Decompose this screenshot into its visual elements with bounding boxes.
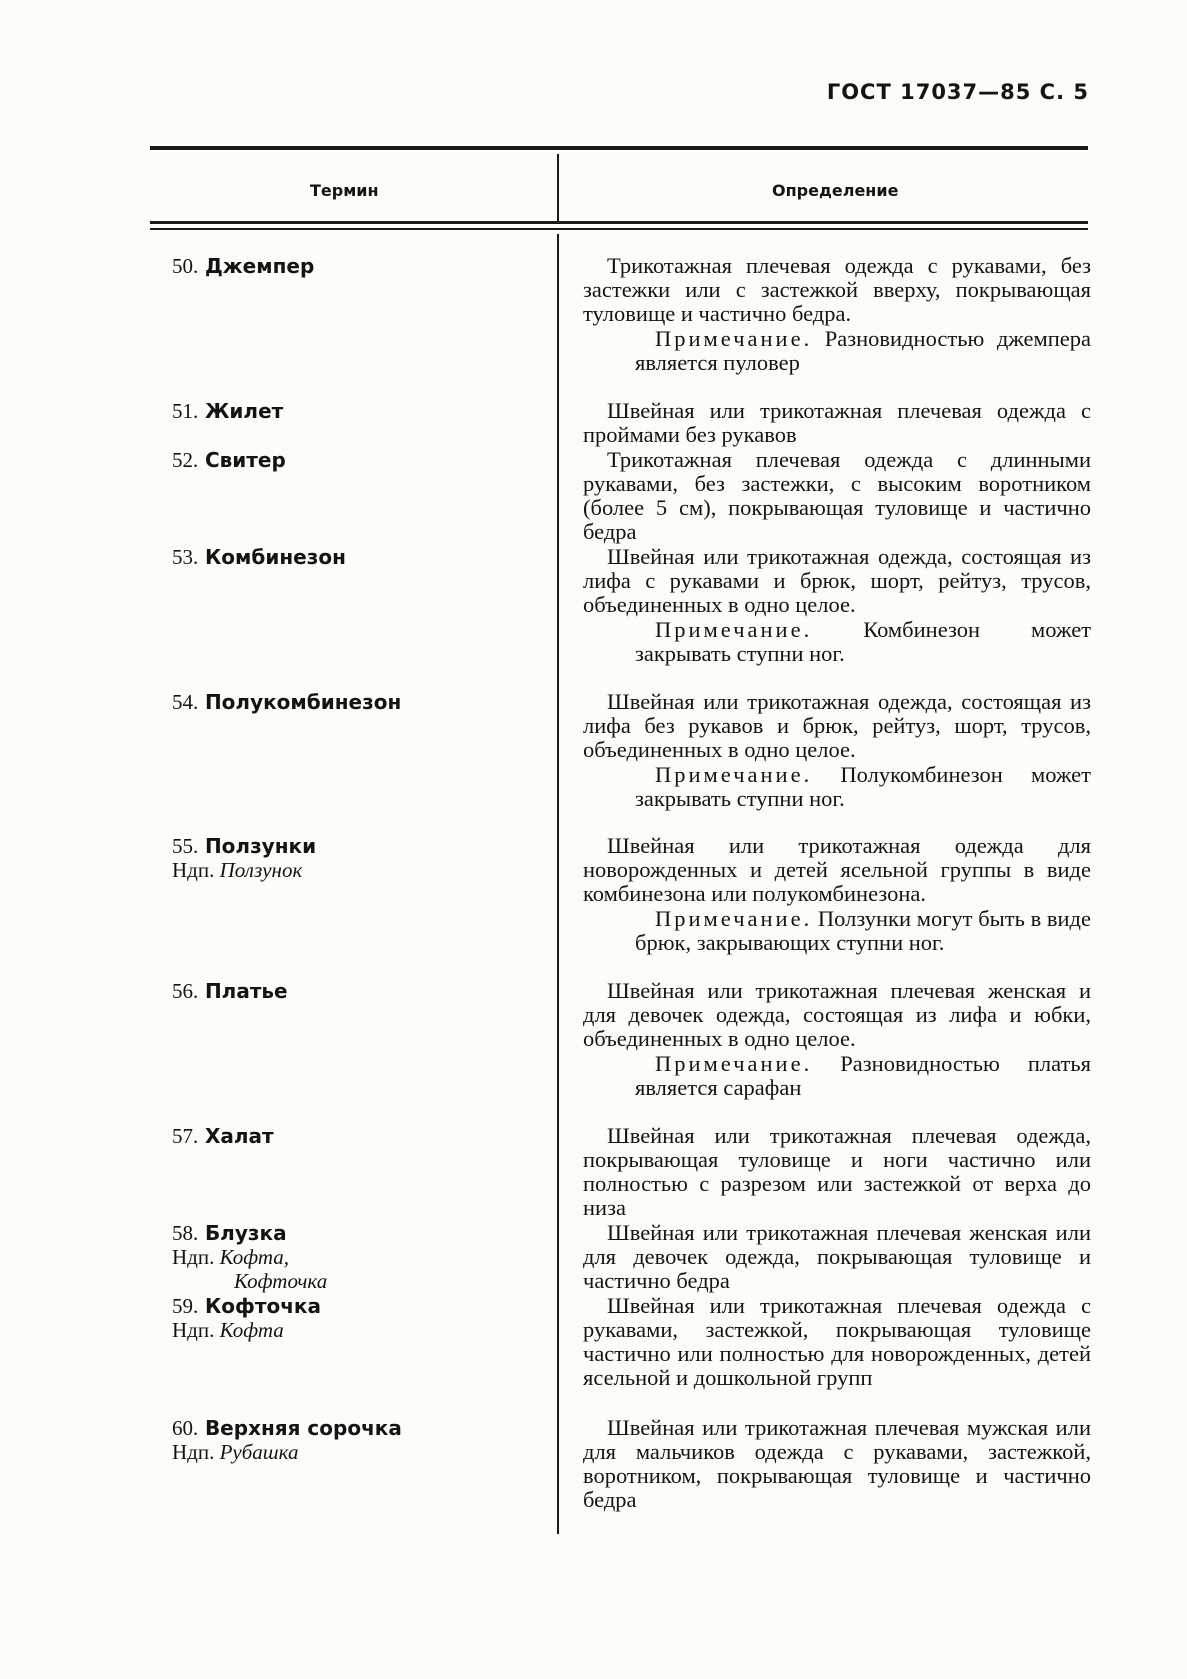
note-text: Полукомбинезон может закрывать ступни ног. [635, 762, 1091, 811]
term-name: Халат [204, 1124, 274, 1148]
definition-note [635, 327, 1091, 375]
definition-cell [583, 448, 1091, 544]
term-cell [172, 448, 552, 472]
term-cell [172, 834, 552, 882]
column-header-term: Термин [310, 181, 379, 200]
term-name: Джемпер [204, 254, 315, 278]
definition-note [635, 907, 1091, 955]
definition-cell [583, 690, 1091, 811]
header-bottom-rule [150, 221, 1088, 224]
term-number: 52. [172, 448, 199, 472]
page-header: ГОСТ 17037—85 С. 5 [826, 80, 1089, 104]
term-name: Кофточка [204, 1294, 322, 1318]
term-cell [172, 1221, 552, 1293]
column-header-definition: Определение [772, 181, 899, 200]
term-name: Блузка [204, 1221, 287, 1245]
ndp-term: Ползунок [219, 858, 303, 882]
definition-text: Швейная или трикотажная одежда, состоящая из лифа без рукавов и брюк, рейтуз, шорт, трусов, объединенных в одно целое. [583, 689, 1091, 762]
definition-text: Швейная или трикотажная одежда для новорожденных и детей ясельной группы в виде комбинезона или полукомбинезона. [583, 833, 1091, 906]
term-number: 56. [172, 979, 199, 1003]
definition-text: Швейная или трикотажная плечевая одежда с проймами без рукавов [583, 398, 1091, 447]
definition-text: Трикотажная плечевая одежда с рукавами, без застежки или с застежкой вверху, покрывающая туловище и частично бедра. [583, 253, 1091, 326]
ndp-prefix: Ндп. [172, 1440, 215, 1464]
definition-text: Швейная или трикотажная плечевая женская или для девочек одежда, покрывающая туловище и частично бедра [583, 1220, 1091, 1293]
term-cell [172, 399, 552, 423]
definition-text: Швейная или трикотажная плечевая мужская или для мальчиков одежда с рукавами, застежкой, воротником, покрывающая туловище и частично бедра [583, 1415, 1091, 1512]
term-name: Комбинезон [204, 545, 346, 569]
ndp-prefix: Ндп. [172, 858, 215, 882]
ndp-term: Рубашка [219, 1440, 299, 1464]
definition-cell [583, 1221, 1091, 1293]
term-cell [172, 254, 552, 278]
table-top-rule [150, 146, 1088, 150]
definition-text: Швейная или трикотажная плечевая одежда, покрывающая туловище и ноги частично или полностью с разрезом или застежкой от верха до низа [583, 1123, 1091, 1220]
term-cell [172, 1416, 552, 1464]
definition-note [635, 1052, 1091, 1100]
header-column-divider [557, 154, 559, 222]
term-number: 51. [172, 399, 199, 423]
term-name: Верхняя сорочка [204, 1416, 402, 1440]
term-number: 60. [172, 1416, 199, 1440]
term-cell [172, 690, 552, 714]
ndp-term: Кофточка [234, 1269, 328, 1293]
ndp-line [172, 1318, 552, 1342]
definition-note [635, 618, 1091, 666]
term-number: 58. [172, 1221, 199, 1245]
note-label: Примечание. [655, 762, 813, 787]
definition-text: Швейная или трикотажная одежда, состоящая из лифа с рукавами и брюк, шорт, рейтуз, трусов, объединенных в одно целое. [583, 544, 1091, 617]
note-label: Примечание. [655, 906, 813, 931]
definition-cell [583, 545, 1091, 666]
note-text: Ползунки могут быть в виде брюк, закрывающих ступни ног. [635, 906, 1091, 955]
definition-note [635, 763, 1091, 811]
ndp-term: Кофта [219, 1318, 284, 1342]
term-number: 54. [172, 690, 199, 714]
definition-cell [583, 1294, 1091, 1390]
term-number: 59. [172, 1294, 199, 1318]
term-number: 55. [172, 834, 199, 858]
ndp-line [172, 1245, 552, 1269]
definition-cell [583, 1416, 1091, 1512]
term-name: Полукомбинезон [204, 690, 402, 714]
definition-text: Швейная или трикотажная плечевая женская и для девочек одежда, состоящая из лифа и юбки, объединенных в одно целое. [583, 978, 1091, 1051]
header-bottom-rule-double [150, 228, 1088, 230]
definition-cell [583, 399, 1091, 447]
ndp-term: Кофта, [219, 1245, 290, 1269]
note-label: Примечание. [655, 617, 813, 642]
term-cell [172, 1294, 552, 1342]
term-cell [172, 545, 552, 569]
term-name: Платье [204, 979, 288, 1003]
definition-cell [583, 834, 1091, 955]
note-label: Примечание. [655, 326, 813, 351]
term-name: Ползунки [204, 834, 317, 858]
definition-cell [583, 1124, 1091, 1220]
definition-text: Швейная или трикотажная плечевая одежда с рукавами, застежкой, покрывающая туловище частично или полностью для новорожденных, детей ясельной и дошкольной групп [583, 1293, 1091, 1390]
note-text: Разновидностью джемпера является пуловер [635, 326, 1092, 375]
term-cell [172, 979, 552, 1003]
term-name: Жилет [204, 399, 284, 423]
term-number: 53. [172, 545, 199, 569]
term-number: 57. [172, 1124, 199, 1148]
ndp-line [172, 1269, 552, 1293]
definition-cell [583, 979, 1091, 1100]
definition-text: Трикотажная плечевая одежда с длинными рукавами, без застежки, с высоким воротником (более 5 см), покрывающая туловище и частично бедра [583, 447, 1091, 544]
definition-cell [583, 254, 1091, 375]
term-cell [172, 1124, 552, 1148]
body-column-divider [557, 234, 559, 1534]
ndp-line [172, 858, 552, 882]
ndp-prefix: Ндп. [172, 1318, 215, 1342]
ndp-line [172, 1440, 552, 1464]
term-name: Свитер [204, 448, 286, 472]
note-text: Разновидностью платья является сарафан [635, 1051, 1092, 1100]
note-text: Комбинезон может закрывать ступни ног. [635, 617, 1092, 666]
note-label: Примечание. [655, 1051, 813, 1076]
term-number: 50. [172, 254, 199, 278]
ndp-prefix: Ндп. [172, 1245, 215, 1269]
